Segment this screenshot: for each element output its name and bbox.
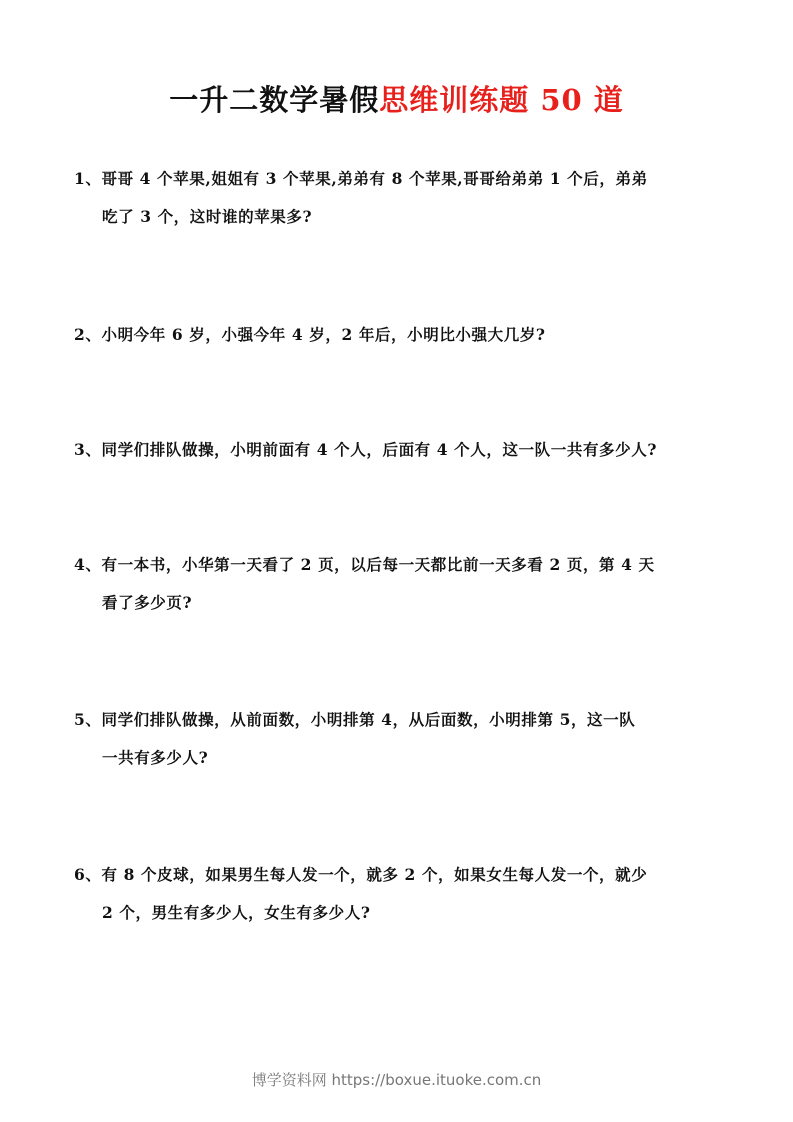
question-line: 1、哥哥 4 个苹果,姐姐有 3 个苹果,弟弟有 8 个苹果,哥哥给弟弟 1 个后，弟弟 [74, 169, 648, 188]
question-4 [74, 546, 724, 622]
question-line: 4、有一本书，小华第一天看了 2 页，以后每一天都比前一天多看 2 页，第 4 天 [74, 555, 655, 574]
title-black-part: 一升二数学暑假 [169, 83, 380, 117]
question-line: 5、同学们排队做操，从前面数，小明排第 4，从后面数，小明排第 5，这一队 [74, 710, 636, 729]
question-6 [74, 856, 724, 932]
question-line-continuation: 一共有多少人? [102, 748, 209, 767]
question-5 [74, 701, 724, 777]
question-line: 6、有 8 个皮球，如果男生每人发一个，就多 2 个，如果女生每人发一个，就少 [74, 865, 648, 884]
question-line: 2、小明今年 6 岁，小强今年 4 岁，2 年后，小明比小强大几岁? [74, 325, 546, 344]
title-red-part: 思维训练题 50 道 [379, 83, 624, 117]
footer-watermark: 博学资料网 https://boxue.ituoke.com.cn [251, 1071, 542, 1089]
question-line-continuation: 2 个，男生有多少人，女生有多少人? [102, 903, 371, 922]
question-3 [74, 431, 724, 469]
question-1 [74, 160, 724, 236]
question-line: 3、同学们排队做操，小明前面有 4 个人，后面有 4 个人，这一队一共有多少人? [74, 440, 658, 459]
page-title [0, 80, 793, 120]
question-line-continuation: 吃了 3 个，这时谁的苹果多? [102, 207, 313, 226]
question-2 [74, 316, 724, 354]
question-line-continuation: 看了多少页? [102, 593, 193, 612]
